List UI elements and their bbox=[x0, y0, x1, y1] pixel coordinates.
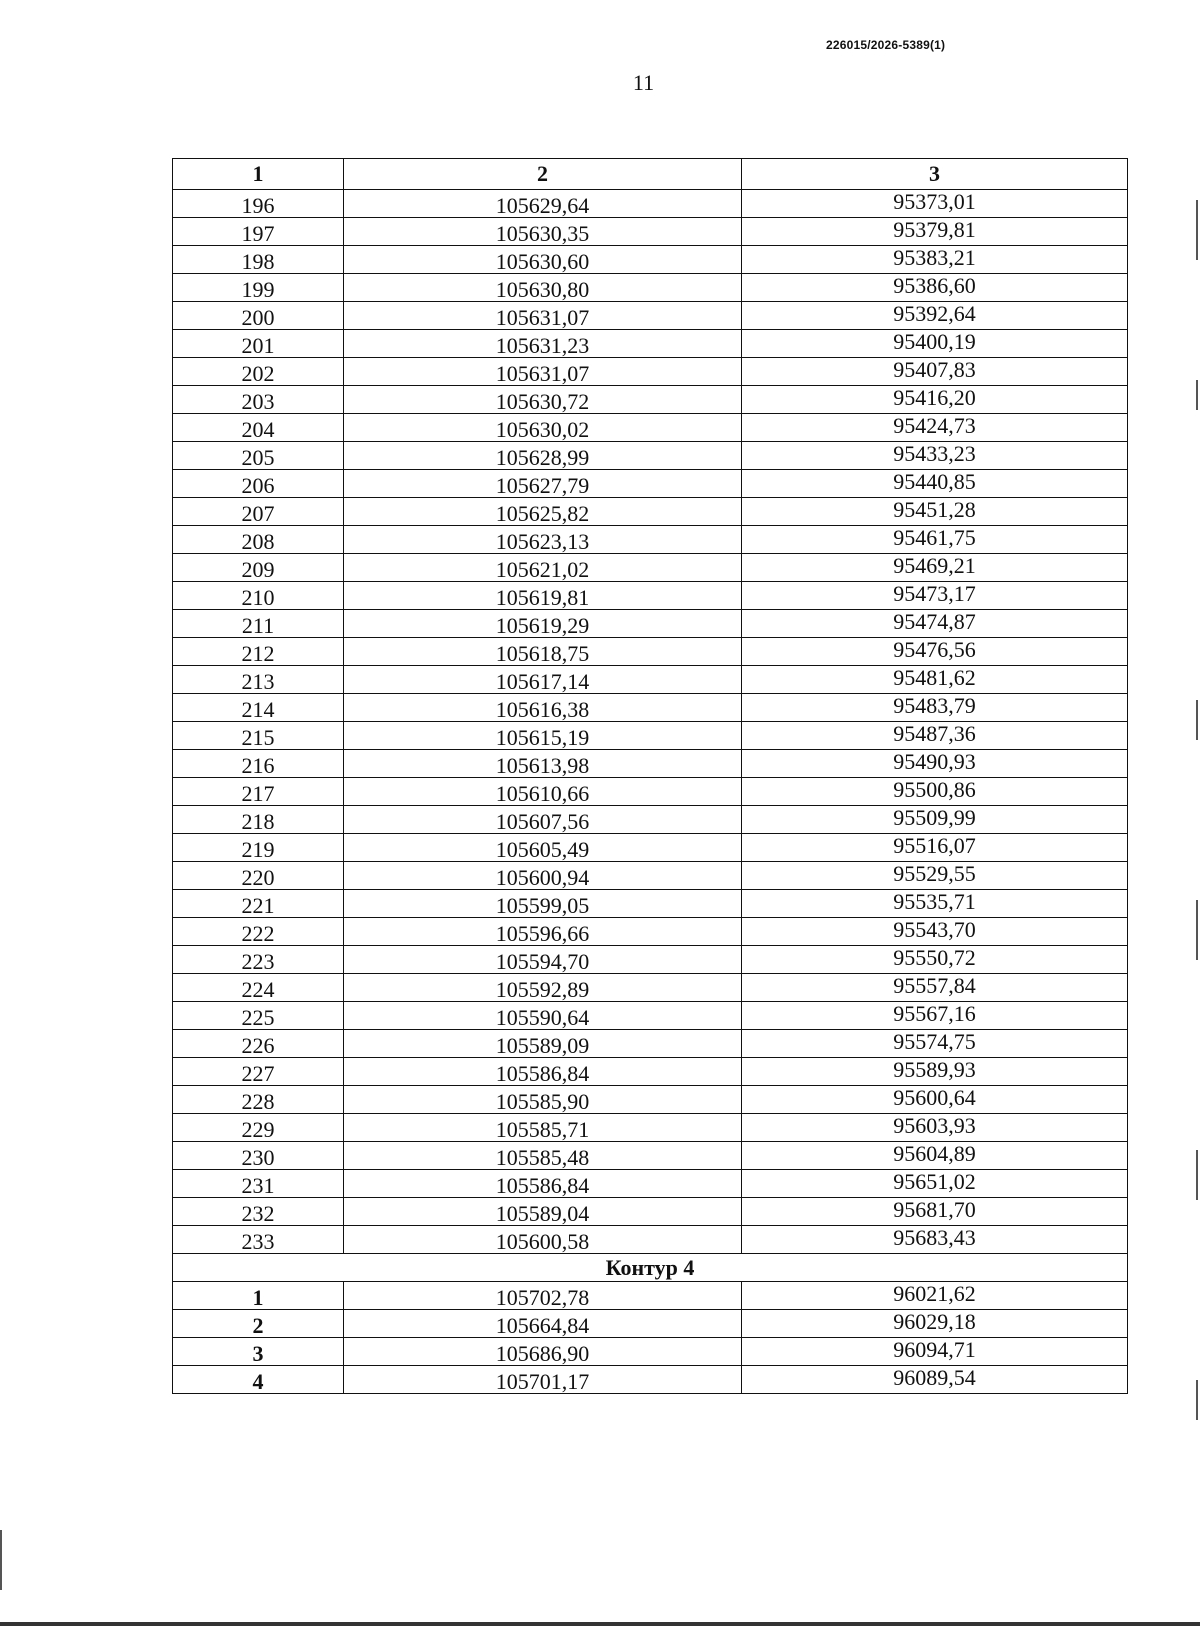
table-cell-col1: 215 bbox=[173, 722, 344, 750]
table-row bbox=[173, 386, 1128, 414]
table-cell-col3: 95509,99 bbox=[742, 806, 1128, 834]
table-cell-col2: 105621,02 bbox=[344, 554, 742, 582]
table-header-row bbox=[173, 159, 1128, 190]
table-cell-col2: 105631,07 bbox=[344, 302, 742, 330]
table-cell-col2: 105592,89 bbox=[344, 974, 742, 1002]
table-row bbox=[173, 330, 1128, 358]
table-cell-col2: 105586,84 bbox=[344, 1170, 742, 1198]
table-cell-col2: 105631,23 bbox=[344, 330, 742, 358]
table-cell-col2: 105616,38 bbox=[344, 694, 742, 722]
table-row bbox=[173, 554, 1128, 582]
table-cell-col1: 4 bbox=[173, 1366, 344, 1394]
scan-bottom-edge bbox=[0, 1622, 1200, 1626]
table-cell-col2: 105586,84 bbox=[344, 1058, 742, 1086]
table-cell-col3: 95476,56 bbox=[742, 638, 1128, 666]
table-cell-col3: 96089,54 bbox=[742, 1366, 1128, 1394]
scan-edge-mark bbox=[1196, 380, 1198, 410]
table-cell-col3: 95535,71 bbox=[742, 890, 1128, 918]
table-cell-col1: 1 bbox=[173, 1282, 344, 1310]
table-cell-col3: 95451,28 bbox=[742, 498, 1128, 526]
table-cell-col3: 95550,72 bbox=[742, 946, 1128, 974]
table-cell-col2: 105589,04 bbox=[344, 1198, 742, 1226]
table-cell-col1: 205 bbox=[173, 442, 344, 470]
table-cell-col3: 95589,93 bbox=[742, 1058, 1128, 1086]
table-cell-col1: 198 bbox=[173, 246, 344, 274]
table-cell-col1: 196 bbox=[173, 190, 344, 218]
table-row bbox=[173, 918, 1128, 946]
table-cell-col1: 206 bbox=[173, 470, 344, 498]
table-cell-col2: 105629,64 bbox=[344, 190, 742, 218]
table-row bbox=[173, 582, 1128, 610]
table-cell-col1: 203 bbox=[173, 386, 344, 414]
table-cell-col2: 105702,78 bbox=[344, 1282, 742, 1310]
table-cell-col2: 105618,75 bbox=[344, 638, 742, 666]
table-cell-col1: 217 bbox=[173, 778, 344, 806]
table-cell-col1: 221 bbox=[173, 890, 344, 918]
coordinates-table bbox=[172, 158, 1128, 1394]
table-row bbox=[173, 1058, 1128, 1086]
table-cell-col1: 199 bbox=[173, 274, 344, 302]
table-row bbox=[173, 302, 1128, 330]
table-cell-col3: 95487,36 bbox=[742, 722, 1128, 750]
table-cell-col2: 105664,84 bbox=[344, 1310, 742, 1338]
table-cell-col1: 212 bbox=[173, 638, 344, 666]
table-cell-col1: 211 bbox=[173, 610, 344, 638]
table-cell-col1: 225 bbox=[173, 1002, 344, 1030]
table-row bbox=[173, 218, 1128, 246]
table-cell-col1: 226 bbox=[173, 1030, 344, 1058]
table-cell-col3: 95604,89 bbox=[742, 1142, 1128, 1170]
table-cell-col1: 208 bbox=[173, 526, 344, 554]
table-cell-col3: 95603,93 bbox=[742, 1114, 1128, 1142]
table-cell-col2: 105630,02 bbox=[344, 414, 742, 442]
table-cell-col3: 95651,02 bbox=[742, 1170, 1128, 1198]
table-cell-col2: 105625,82 bbox=[344, 498, 742, 526]
table-cell-col3: 95557,84 bbox=[742, 974, 1128, 1002]
table-row bbox=[173, 526, 1128, 554]
table-cell-col2: 105596,66 bbox=[344, 918, 742, 946]
table-cell-col2: 105600,58 bbox=[344, 1226, 742, 1254]
table-cell-col1: 214 bbox=[173, 694, 344, 722]
table-cell-col3: 95543,70 bbox=[742, 918, 1128, 946]
scan-edge-mark bbox=[1196, 1380, 1198, 1420]
table-cell-col2: 105585,71 bbox=[344, 1114, 742, 1142]
table-cell-col1: 197 bbox=[173, 218, 344, 246]
table-cell-col3: 96021,62 bbox=[742, 1282, 1128, 1310]
table-cell-col3: 95683,43 bbox=[742, 1226, 1128, 1254]
table-row bbox=[173, 1114, 1128, 1142]
table-cell-col2: 105590,64 bbox=[344, 1002, 742, 1030]
table-cell-col1: 3 bbox=[173, 1338, 344, 1366]
table-cell-col3: 95500,86 bbox=[742, 778, 1128, 806]
table-cell-col3: 95379,81 bbox=[742, 218, 1128, 246]
section-table-row bbox=[173, 1338, 1128, 1366]
table-row bbox=[173, 806, 1128, 834]
table-cell-col2: 105701,17 bbox=[344, 1366, 742, 1394]
table-cell-col1: 224 bbox=[173, 974, 344, 1002]
table-cell-col3: 95433,23 bbox=[742, 442, 1128, 470]
table-cell-col3: 95600,64 bbox=[742, 1086, 1128, 1114]
table-cell-col3: 95424,73 bbox=[742, 414, 1128, 442]
table-cell-col2: 105630,35 bbox=[344, 218, 742, 246]
table-cell-col3: 95386,60 bbox=[742, 274, 1128, 302]
table-cell-col1: 213 bbox=[173, 666, 344, 694]
table-cell-col2: 105627,79 bbox=[344, 470, 742, 498]
table-row bbox=[173, 1030, 1128, 1058]
table-cell-col3: 96094,71 bbox=[742, 1338, 1128, 1366]
table-cell-col2: 105630,60 bbox=[344, 246, 742, 274]
table-cell-col3: 95473,17 bbox=[742, 582, 1128, 610]
table-cell-col3: 95474,87 bbox=[742, 610, 1128, 638]
table-row bbox=[173, 638, 1128, 666]
table-row bbox=[173, 1002, 1128, 1030]
table-cell-col1: 209 bbox=[173, 554, 344, 582]
table-row bbox=[173, 190, 1128, 218]
table-cell-col3: 95516,07 bbox=[742, 834, 1128, 862]
column-header-3: 3 bbox=[742, 159, 1128, 190]
table-cell-col3: 95383,21 bbox=[742, 246, 1128, 274]
table-cell-col2: 105613,98 bbox=[344, 750, 742, 778]
table-cell-col2: 105619,81 bbox=[344, 582, 742, 610]
table-cell-col3: 95490,93 bbox=[742, 750, 1128, 778]
table-cell-col2: 105605,49 bbox=[344, 834, 742, 862]
table-cell-col3: 95440,85 bbox=[742, 470, 1128, 498]
table-cell-col1: 202 bbox=[173, 358, 344, 386]
table-cell-col2: 105594,70 bbox=[344, 946, 742, 974]
scan-edge-mark bbox=[0, 1530, 2, 1590]
table-cell-col3: 95574,75 bbox=[742, 1030, 1128, 1058]
table-row bbox=[173, 358, 1128, 386]
table-cell-col3: 95481,62 bbox=[742, 666, 1128, 694]
table-cell-col1: 223 bbox=[173, 946, 344, 974]
table-cell-col1: 210 bbox=[173, 582, 344, 610]
table-cell-col1: 227 bbox=[173, 1058, 344, 1086]
table-cell-col2: 105631,07 bbox=[344, 358, 742, 386]
table-row bbox=[173, 946, 1128, 974]
column-header-2: 2 bbox=[344, 159, 742, 190]
table-cell-col2: 105619,29 bbox=[344, 610, 742, 638]
table-cell-col3: 95529,55 bbox=[742, 862, 1128, 890]
table-cell-col2: 105585,90 bbox=[344, 1086, 742, 1114]
table-cell-col2: 105686,90 bbox=[344, 1338, 742, 1366]
table-cell-col1: 231 bbox=[173, 1170, 344, 1198]
table-row bbox=[173, 778, 1128, 806]
section-header-row bbox=[173, 1254, 1128, 1282]
table-row bbox=[173, 470, 1128, 498]
table-row bbox=[173, 974, 1128, 1002]
table-cell-col2: 105607,56 bbox=[344, 806, 742, 834]
table-cell-col3: 95407,83 bbox=[742, 358, 1128, 386]
table-row bbox=[173, 862, 1128, 890]
table-cell-col3: 95469,21 bbox=[742, 554, 1128, 582]
coordinates-table-body bbox=[173, 159, 1128, 1394]
table-cell-col2: 105585,48 bbox=[344, 1142, 742, 1170]
table-row bbox=[173, 750, 1128, 778]
table-cell-col3: 95400,19 bbox=[742, 330, 1128, 358]
table-cell-col3: 95681,70 bbox=[742, 1198, 1128, 1226]
table-cell-col3: 95373,01 bbox=[742, 190, 1128, 218]
table-cell-col2: 105610,66 bbox=[344, 778, 742, 806]
table-cell-col1: 2 bbox=[173, 1310, 344, 1338]
scan-edge-mark bbox=[1196, 700, 1198, 740]
table-row bbox=[173, 1226, 1128, 1254]
table-cell-col3: 95392,64 bbox=[742, 302, 1128, 330]
table-cell-col1: 200 bbox=[173, 302, 344, 330]
table-cell-col3: 95483,79 bbox=[742, 694, 1128, 722]
table-cell-col2: 105589,09 bbox=[344, 1030, 742, 1058]
table-cell-col2: 105628,99 bbox=[344, 442, 742, 470]
table-row bbox=[173, 610, 1128, 638]
table-cell-col1: 232 bbox=[173, 1198, 344, 1226]
scan-edge-mark bbox=[1196, 900, 1198, 960]
table-cell-col1: 201 bbox=[173, 330, 344, 358]
table-row bbox=[173, 1142, 1128, 1170]
page-number: 11 bbox=[632, 70, 655, 95]
table-cell-col2: 105600,94 bbox=[344, 862, 742, 890]
table-row bbox=[173, 722, 1128, 750]
section-table-row bbox=[173, 1310, 1128, 1338]
table-row bbox=[173, 1198, 1128, 1226]
section-table-row bbox=[173, 1282, 1128, 1310]
table-cell-col1: 233 bbox=[173, 1226, 344, 1254]
table-row bbox=[173, 414, 1128, 442]
table-cell-col1: 222 bbox=[173, 918, 344, 946]
column-header-1: 1 bbox=[173, 159, 344, 190]
table-cell-col1: 216 bbox=[173, 750, 344, 778]
scan-edge-mark bbox=[1196, 1150, 1198, 1200]
table-cell-col3: 95416,20 bbox=[742, 386, 1128, 414]
table-cell-col1: 219 bbox=[173, 834, 344, 862]
table-cell-col3: 95461,75 bbox=[742, 526, 1128, 554]
table-cell-col2: 105615,19 bbox=[344, 722, 742, 750]
table-row bbox=[173, 694, 1128, 722]
table-cell-col2: 105630,72 bbox=[344, 386, 742, 414]
table-row bbox=[173, 890, 1128, 918]
table-cell-col1: 230 bbox=[173, 1142, 344, 1170]
table-cell-col3: 96029,18 bbox=[742, 1310, 1128, 1338]
table-row bbox=[173, 1086, 1128, 1114]
scan-edge-mark bbox=[1196, 200, 1198, 260]
table-cell-col1: 218 bbox=[173, 806, 344, 834]
table-cell-col2: 105599,05 bbox=[344, 890, 742, 918]
table-cell-col1: 220 bbox=[173, 862, 344, 890]
table-row bbox=[173, 274, 1128, 302]
table-row bbox=[173, 498, 1128, 526]
table-cell-col3: 95567,16 bbox=[742, 1002, 1128, 1030]
table-row bbox=[173, 1170, 1128, 1198]
table-row bbox=[173, 442, 1128, 470]
table-row bbox=[173, 834, 1128, 862]
table-cell-col1: 207 bbox=[173, 498, 344, 526]
document-number: 226015/2026-5389(1) bbox=[826, 38, 946, 52]
table-cell-col2: 105617,14 bbox=[344, 666, 742, 694]
table-cell-col1: 229 bbox=[173, 1114, 344, 1142]
table-cell-col2: 105623,13 bbox=[344, 526, 742, 554]
table-cell-col2: 105630,80 bbox=[344, 274, 742, 302]
section-table-row bbox=[173, 1366, 1128, 1394]
table-row bbox=[173, 246, 1128, 274]
section-title: Контур 4 bbox=[173, 1254, 1128, 1282]
table-cell-col1: 228 bbox=[173, 1086, 344, 1114]
table-row bbox=[173, 666, 1128, 694]
table-cell-col1: 204 bbox=[173, 414, 344, 442]
